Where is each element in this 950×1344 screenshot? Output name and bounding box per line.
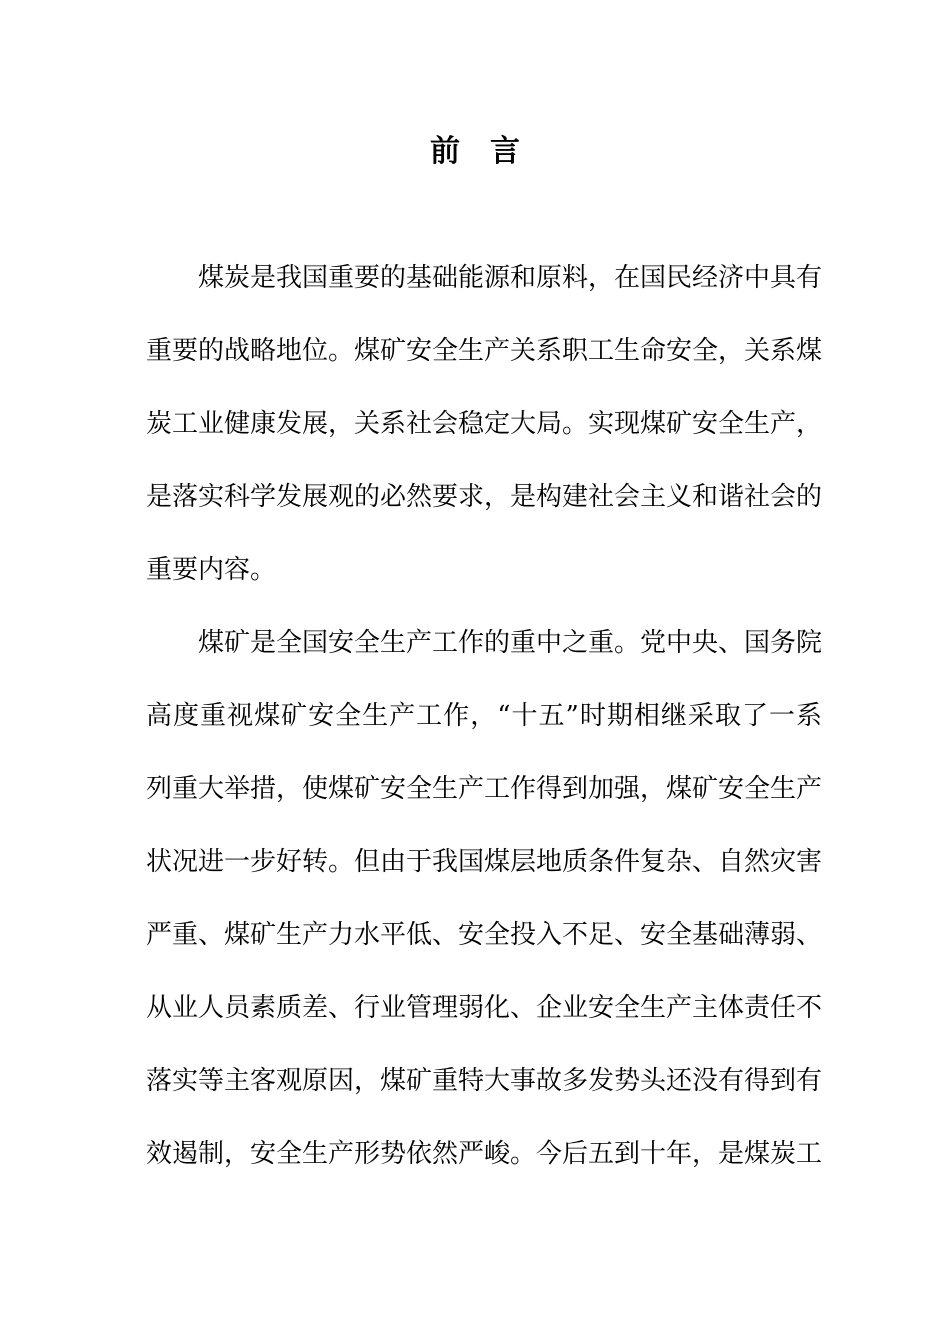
- paragraph-1: [146, 242, 822, 607]
- text-line: 重要的战略地位。煤矿安全生产关系职工生命安全，关系煤: [146, 336, 823, 366]
- document-body: [146, 242, 822, 1191]
- text-line: 炭工业健康发展，关系社会稳定大局。实现煤矿安全生产，: [146, 409, 823, 439]
- text-line: 落实等主客观原因，煤矿重特大事故多发势头还没有得到有: [146, 1066, 823, 1096]
- text-line: 列重大举措，使煤矿安全生产工作得到加强，煤矿安全生产: [146, 774, 823, 804]
- page-title: 前言: [430, 134, 550, 169]
- text-line: 是落实科学发展观的必然要求，是构建社会主义和谐社会的: [146, 482, 823, 512]
- text-line: 状况进一步好转。但由于我国煤层地质条件复杂、自然灾害: [146, 847, 823, 877]
- text-line: 效遏制，安全生产形势依然严峻。今后五到十年，是煤炭工: [146, 1139, 823, 1169]
- paragraph-2: [146, 607, 822, 1191]
- text-line: 煤炭是我国重要的基础能源和原料，在国民经济中具有: [198, 263, 823, 293]
- text-line: 煤矿是全国安全生产工作的重中之重。党中央、国务院: [198, 628, 823, 658]
- text-line: 重要内容。: [146, 555, 277, 585]
- text-line: 从业人员素质差、行业管理弱化、企业安全生产主体责任不: [146, 993, 823, 1023]
- text-line: 严重、煤矿生产力水平低、安全投入不足、安全基础薄弱、: [146, 920, 823, 950]
- text-line: 高度重视煤矿安全生产工作，“十五”时期相继采取了一系: [146, 701, 822, 731]
